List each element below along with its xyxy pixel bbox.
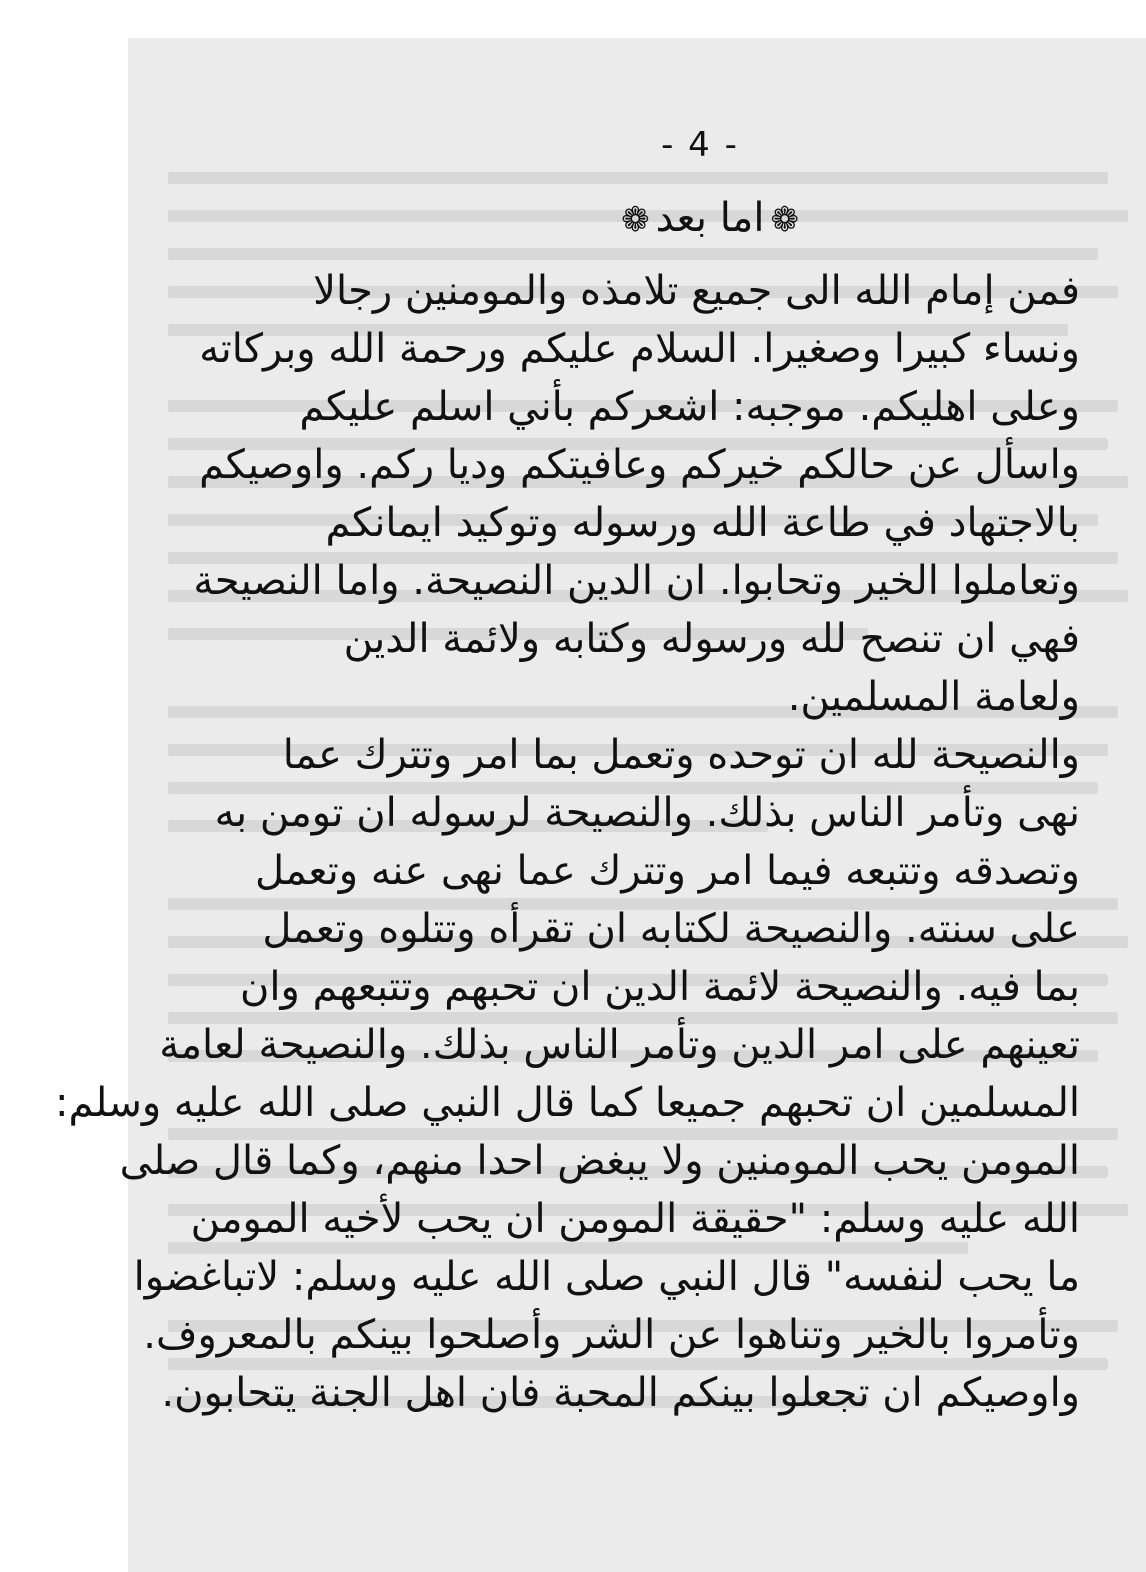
text-line: ما يحب لنفسه" قال النبي صلى الله عليه وسلم: لاتباغضوا: [133, 1254, 1080, 1300]
scan-margin: [0, 0, 128, 1572]
text-line: واوصيكم ان تجعلوا بينكم المحبة فان اهل الجنة يتحابون.: [161, 1370, 1080, 1416]
text-line: المسلمين ان تحبهم جميعا كما قال النبي صلى الله عليه وسلم:: [55, 1080, 1080, 1126]
section-heading: [560, 195, 860, 241]
text-line: واسأل عن حالكم خيركم وعافيتكم وديا ركم. واوصيكم: [199, 442, 1080, 488]
page-number: - 4 -: [661, 125, 739, 165]
flower-ornament-icon: ❁: [770, 200, 799, 240]
text-line: وعلى اهليكم. موجبه: اشعركم بأني اسلم عليكم: [299, 384, 1080, 430]
text-line: والنصيحة لله ان توحده وتعمل بما امر وتترك عما: [282, 732, 1080, 778]
text-line: بما فيه. والنصيحة لائمة الدين ان تحبهم وتتبعهم وان: [240, 964, 1080, 1010]
text-line: بالاجتهاد في طاعة الله ورسوله وتوكيد ايمانكم: [325, 500, 1080, 546]
text-line: ونساء كبيرا وصغيرا. السلام عليكم ورحمة الله وبركاته: [199, 326, 1080, 372]
text-line: فمن إمام الله الى جميع تلامذه والمومنين رجالا: [313, 268, 1080, 314]
text-line: وتعاملوا الخير وتحابوا. ان الدين النصيحة. واما النصيحة: [193, 558, 1080, 604]
handwritten-letter-body: [55, 262, 1080, 1422]
text-line: المومن يحب المومنين ولا يبغض احدا منهم، وكما قال صلى: [119, 1138, 1080, 1184]
heading-text: اما بعد: [655, 195, 765, 241]
text-line: الله عليه وسلم: "حقيقة المومن ان يحب لأخيه المومن: [190, 1196, 1080, 1242]
flower-ornament-icon: ❁: [621, 200, 650, 240]
text-line: تعينهم على امر الدين وتأمر الناس بذلك. والنصيحة لعامة: [159, 1022, 1080, 1068]
text-line: وتصدقه وتتبعه فيما امر وتترك عما نهى عنه وتعمل: [254, 848, 1080, 894]
text-line: فهي ان تنصح لله ورسوله وكتابه ولائمة الدين: [343, 616, 1080, 662]
text-line: ولعامة المسلمين.: [787, 674, 1080, 720]
text-line: على سنته. والنصيحة لكتابه ان تقرأه وتتلوه وتعمل: [262, 906, 1080, 952]
text-line: وتأمروا بالخير وتناهوا عن الشر وأصلحوا بينكم بالمعروف.: [143, 1312, 1080, 1358]
text-line: نهى وتأمر الناس بذلك. والنصيحة لرسوله ان تومن به: [214, 790, 1080, 836]
